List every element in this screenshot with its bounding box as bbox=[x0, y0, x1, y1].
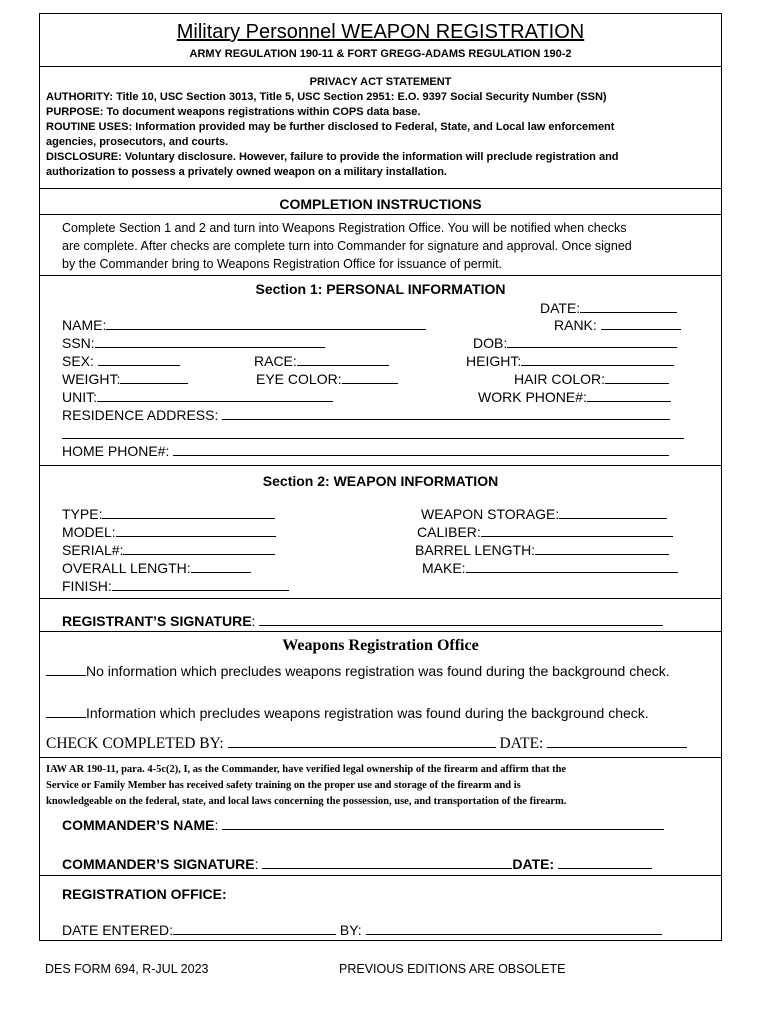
divider bbox=[40, 757, 721, 758]
hair-color-field[interactable] bbox=[514, 370, 669, 387]
sex-label: SEX: bbox=[62, 353, 94, 369]
residence-field[interactable] bbox=[62, 406, 670, 423]
date-field[interactable] bbox=[540, 299, 677, 316]
info-option[interactable] bbox=[46, 704, 649, 721]
storage-field[interactable] bbox=[421, 505, 667, 522]
residence-label: RESIDENCE ADDRESS: bbox=[62, 407, 219, 423]
model-label: MODEL: bbox=[62, 524, 116, 540]
form-title: Military Personnel WEAPON REGISTRATION bbox=[176, 21, 585, 43]
commander-date-label: DATE: bbox=[512, 856, 555, 872]
model-field[interactable] bbox=[62, 523, 276, 540]
check-completed-label: CHECK COMPLETED BY: bbox=[46, 735, 224, 752]
divider bbox=[40, 465, 721, 466]
no-info-option[interactable] bbox=[46, 662, 670, 679]
commander-statement-3: knowledgeable on the federal, state, and local laws concerning the possession, use, and transportation of the firearm. bbox=[46, 796, 567, 807]
work-phone-field[interactable] bbox=[478, 388, 671, 405]
ssn-label: SSN: bbox=[62, 335, 95, 351]
instructions-line-1: Complete Section 1 and 2 and turn into Weapons Registration Office. You will be notified when checks bbox=[62, 221, 627, 235]
by-label: BY: bbox=[339, 922, 362, 938]
eye-color-label: EYE COLOR: bbox=[256, 371, 342, 387]
privacy-purpose: PURPOSE: To document weapons registrations within COPS data base. bbox=[46, 106, 421, 118]
commander-signature-label: COMMANDER’S SIGNATURE bbox=[62, 856, 255, 872]
privacy-routine-1: ROUTINE USES: Information provided may be further disclosed to Federal, State, and Local law enforcement bbox=[46, 121, 615, 133]
registration-office-heading: REGISTRATION OFFICE: bbox=[62, 886, 227, 902]
commander-name-label: COMMANDER’S NAME bbox=[62, 817, 215, 833]
race-label: RACE: bbox=[254, 353, 297, 369]
info-label: Information which precludes weapons registration was found during the background check. bbox=[86, 705, 649, 721]
section1-heading: Section 1: PERSONAL INFORMATION bbox=[255, 281, 506, 297]
date-entered-field[interactable] bbox=[62, 921, 662, 938]
dob-label: DOB: bbox=[473, 335, 508, 351]
home-phone-label: HOME PHONE#: bbox=[62, 443, 170, 459]
registrant-signature-colon: : bbox=[251, 613, 256, 629]
name-field[interactable] bbox=[62, 316, 426, 333]
commander-statement-1: IAW AR 190-11, para. 4-5c(2), I, as the Commander, have verified legal ownership of the firearm and affirm that the bbox=[46, 764, 567, 775]
date-label: DATE: bbox=[540, 300, 581, 316]
registrant-signature-field[interactable] bbox=[62, 612, 663, 629]
overall-length-field[interactable] bbox=[62, 559, 251, 576]
divider bbox=[40, 214, 721, 215]
residence-line-2[interactable] bbox=[62, 438, 684, 439]
weight-label: WEIGHT: bbox=[62, 371, 121, 387]
type-label: TYPE: bbox=[62, 506, 103, 522]
commander-statement-2: Service or Family Member has received safety training on the proper use and storage of the firearm and is bbox=[46, 780, 521, 791]
home-phone-field[interactable] bbox=[62, 442, 669, 459]
finish-label: FINISH: bbox=[62, 578, 112, 594]
form-subtitle: ARMY REGULATION 190-11 & FORT GREGG-ADAMS REGULATION 190-2 bbox=[189, 48, 572, 60]
eye-color-field[interactable] bbox=[256, 370, 398, 387]
divider bbox=[40, 275, 721, 276]
rank-label: RANK: bbox=[554, 317, 597, 333]
overall-length-label: OVERALL LENGTH: bbox=[62, 560, 191, 576]
type-field[interactable] bbox=[62, 505, 275, 522]
barrel-length-label: BARREL LENGTH: bbox=[415, 542, 536, 558]
make-label: MAKE: bbox=[422, 560, 466, 576]
registration-form bbox=[39, 13, 722, 941]
privacy-routine-2: agencies, prosecutors, and courts. bbox=[46, 136, 229, 148]
office-heading: Weapons Registration Office bbox=[282, 637, 479, 654]
instructions-line-2: are complete. After checks are complete turn into Commander for signature and approval. Once signed bbox=[62, 239, 632, 253]
unit-field[interactable] bbox=[62, 388, 333, 405]
no-info-label: No information which precludes weapons registration was found during the background check. bbox=[86, 663, 670, 679]
rank-field[interactable] bbox=[554, 316, 681, 333]
caliber-field[interactable] bbox=[417, 523, 673, 540]
obsolete-note: PREVIOUS EDITIONS ARE OBSOLETE bbox=[339, 962, 566, 976]
serial-field[interactable] bbox=[62, 541, 275, 558]
check-date-label: DATE: bbox=[499, 735, 544, 752]
divider bbox=[40, 875, 721, 876]
height-label: HEIGHT: bbox=[466, 353, 522, 369]
name-label: NAME: bbox=[62, 317, 107, 333]
unit-label: UNIT: bbox=[62, 389, 97, 405]
divider bbox=[40, 631, 721, 632]
privacy-authority: AUTHORITY: Title 10, USC Section 3013, Title 5, USC Section 2951: E.O. 9397 Social Security Number (SSN) bbox=[46, 91, 607, 103]
sex-field[interactable] bbox=[62, 352, 180, 369]
dob-field[interactable] bbox=[473, 334, 677, 351]
serial-label: SERIAL#: bbox=[62, 542, 124, 558]
finish-field[interactable] bbox=[62, 577, 289, 594]
storage-label: WEAPON STORAGE: bbox=[421, 506, 560, 522]
privacy-heading: PRIVACY ACT STATEMENT bbox=[309, 76, 452, 88]
commander-name-field[interactable]: COMMANDER’S NAME: bbox=[62, 816, 664, 833]
privacy-disclosure-2: authorization to possess a privately owned weapon on a military installation. bbox=[46, 166, 447, 178]
section2-heading: Section 2: WEAPON INFORMATION bbox=[262, 473, 499, 489]
divider bbox=[40, 188, 721, 189]
privacy-disclosure-1: DISCLOSURE: Voluntary disclosure. However, failure to provide the information will preclude registration and bbox=[46, 151, 619, 163]
height-field[interactable] bbox=[466, 352, 674, 369]
divider bbox=[40, 66, 721, 67]
weight-field[interactable] bbox=[62, 370, 188, 387]
divider bbox=[40, 598, 721, 599]
check-completed-field[interactable] bbox=[46, 734, 687, 753]
date-entered-label: DATE ENTERED: bbox=[62, 922, 173, 938]
hair-color-label: HAIR COLOR: bbox=[514, 371, 606, 387]
race-field[interactable] bbox=[254, 352, 389, 369]
commander-signature-field[interactable]: COMMANDER’S SIGNATURE: DATE: bbox=[62, 855, 652, 872]
barrel-length-field[interactable] bbox=[415, 541, 669, 558]
caliber-label: CALIBER: bbox=[417, 524, 481, 540]
make-field[interactable] bbox=[422, 559, 678, 576]
form-number: DES FORM 694, R-JUL 2023 bbox=[45, 962, 209, 976]
registrant-signature-label: REGISTRANT’S SIGNATURE bbox=[62, 613, 252, 629]
ssn-field[interactable] bbox=[62, 334, 325, 351]
work-phone-label: WORK PHONE#: bbox=[478, 389, 587, 405]
instructions-line-3: by the Commander bring to Weapons Registration Office for issuance of permit. bbox=[62, 257, 503, 271]
instructions-heading: COMPLETION INSTRUCTIONS bbox=[279, 196, 482, 212]
